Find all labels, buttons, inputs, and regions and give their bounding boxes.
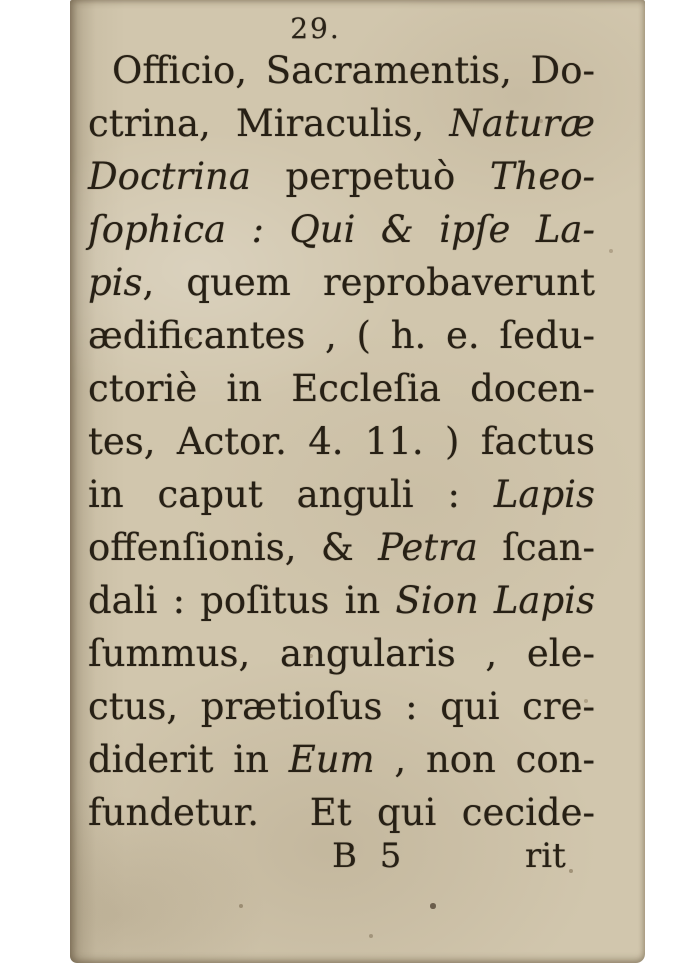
text-line xyxy=(88,362,595,415)
signature-mark: B 5 xyxy=(332,836,408,876)
scanned-page xyxy=(70,0,645,963)
roman-text: in caput anguli : xyxy=(88,473,494,516)
signature-row xyxy=(70,836,645,886)
roman-text: , non con- xyxy=(374,738,595,781)
text-line xyxy=(88,256,595,309)
text-line xyxy=(88,521,595,574)
roman-text: , quem reprobaverunt xyxy=(142,261,595,304)
italic-text: Petra xyxy=(378,526,478,569)
catchword: rit xyxy=(525,836,566,876)
roman-text: dali : poſitus in xyxy=(88,579,396,622)
roman-text: perpetuò xyxy=(250,155,490,198)
text-line xyxy=(88,309,595,362)
text-line xyxy=(88,733,595,786)
text-line xyxy=(88,97,595,150)
roman-text: diderit in xyxy=(88,738,289,781)
text-line xyxy=(88,203,595,256)
text-line xyxy=(88,786,595,839)
roman-text: ctus, prætioſus : qui cre- xyxy=(88,685,595,728)
roman-text: ctrina, Miraculis, xyxy=(88,102,450,145)
body-text xyxy=(88,44,595,839)
roman-text: ſcan- xyxy=(477,526,595,569)
italic-text: ſophica : Qui & ipſe La- xyxy=(88,208,595,251)
roman-text: ſummus, angularis , ele- xyxy=(88,632,595,675)
roman-text: ædificantes , ( h. e. ſedu- xyxy=(88,314,595,357)
italic-text: Theo- xyxy=(489,155,595,198)
roman-text: offenſionis, & xyxy=(88,526,379,569)
text-line xyxy=(88,468,595,521)
text-line xyxy=(88,627,595,680)
text-line xyxy=(88,415,595,468)
italic-text: Naturæ xyxy=(449,102,595,145)
text-line xyxy=(88,150,595,203)
roman-text: tes, Actor. 4. 11. ) factus xyxy=(88,420,595,463)
italic-text: Lapis xyxy=(493,473,595,516)
italic-text: Eum xyxy=(288,738,375,781)
page-number: 29. xyxy=(290,12,341,45)
roman-text: ctoriè in Eccleſia docen- xyxy=(88,367,595,410)
text-line xyxy=(88,574,595,627)
italic-text: Doctrina xyxy=(88,155,251,198)
italic-text: pis xyxy=(88,261,143,304)
italic-text: Sion Lapis xyxy=(395,579,595,622)
text-line xyxy=(88,680,595,733)
text-line xyxy=(88,44,595,97)
roman-text: fundetur. Et qui cecide- xyxy=(88,791,595,834)
roman-text: Officio, Sacramentis, Do- xyxy=(112,49,595,92)
